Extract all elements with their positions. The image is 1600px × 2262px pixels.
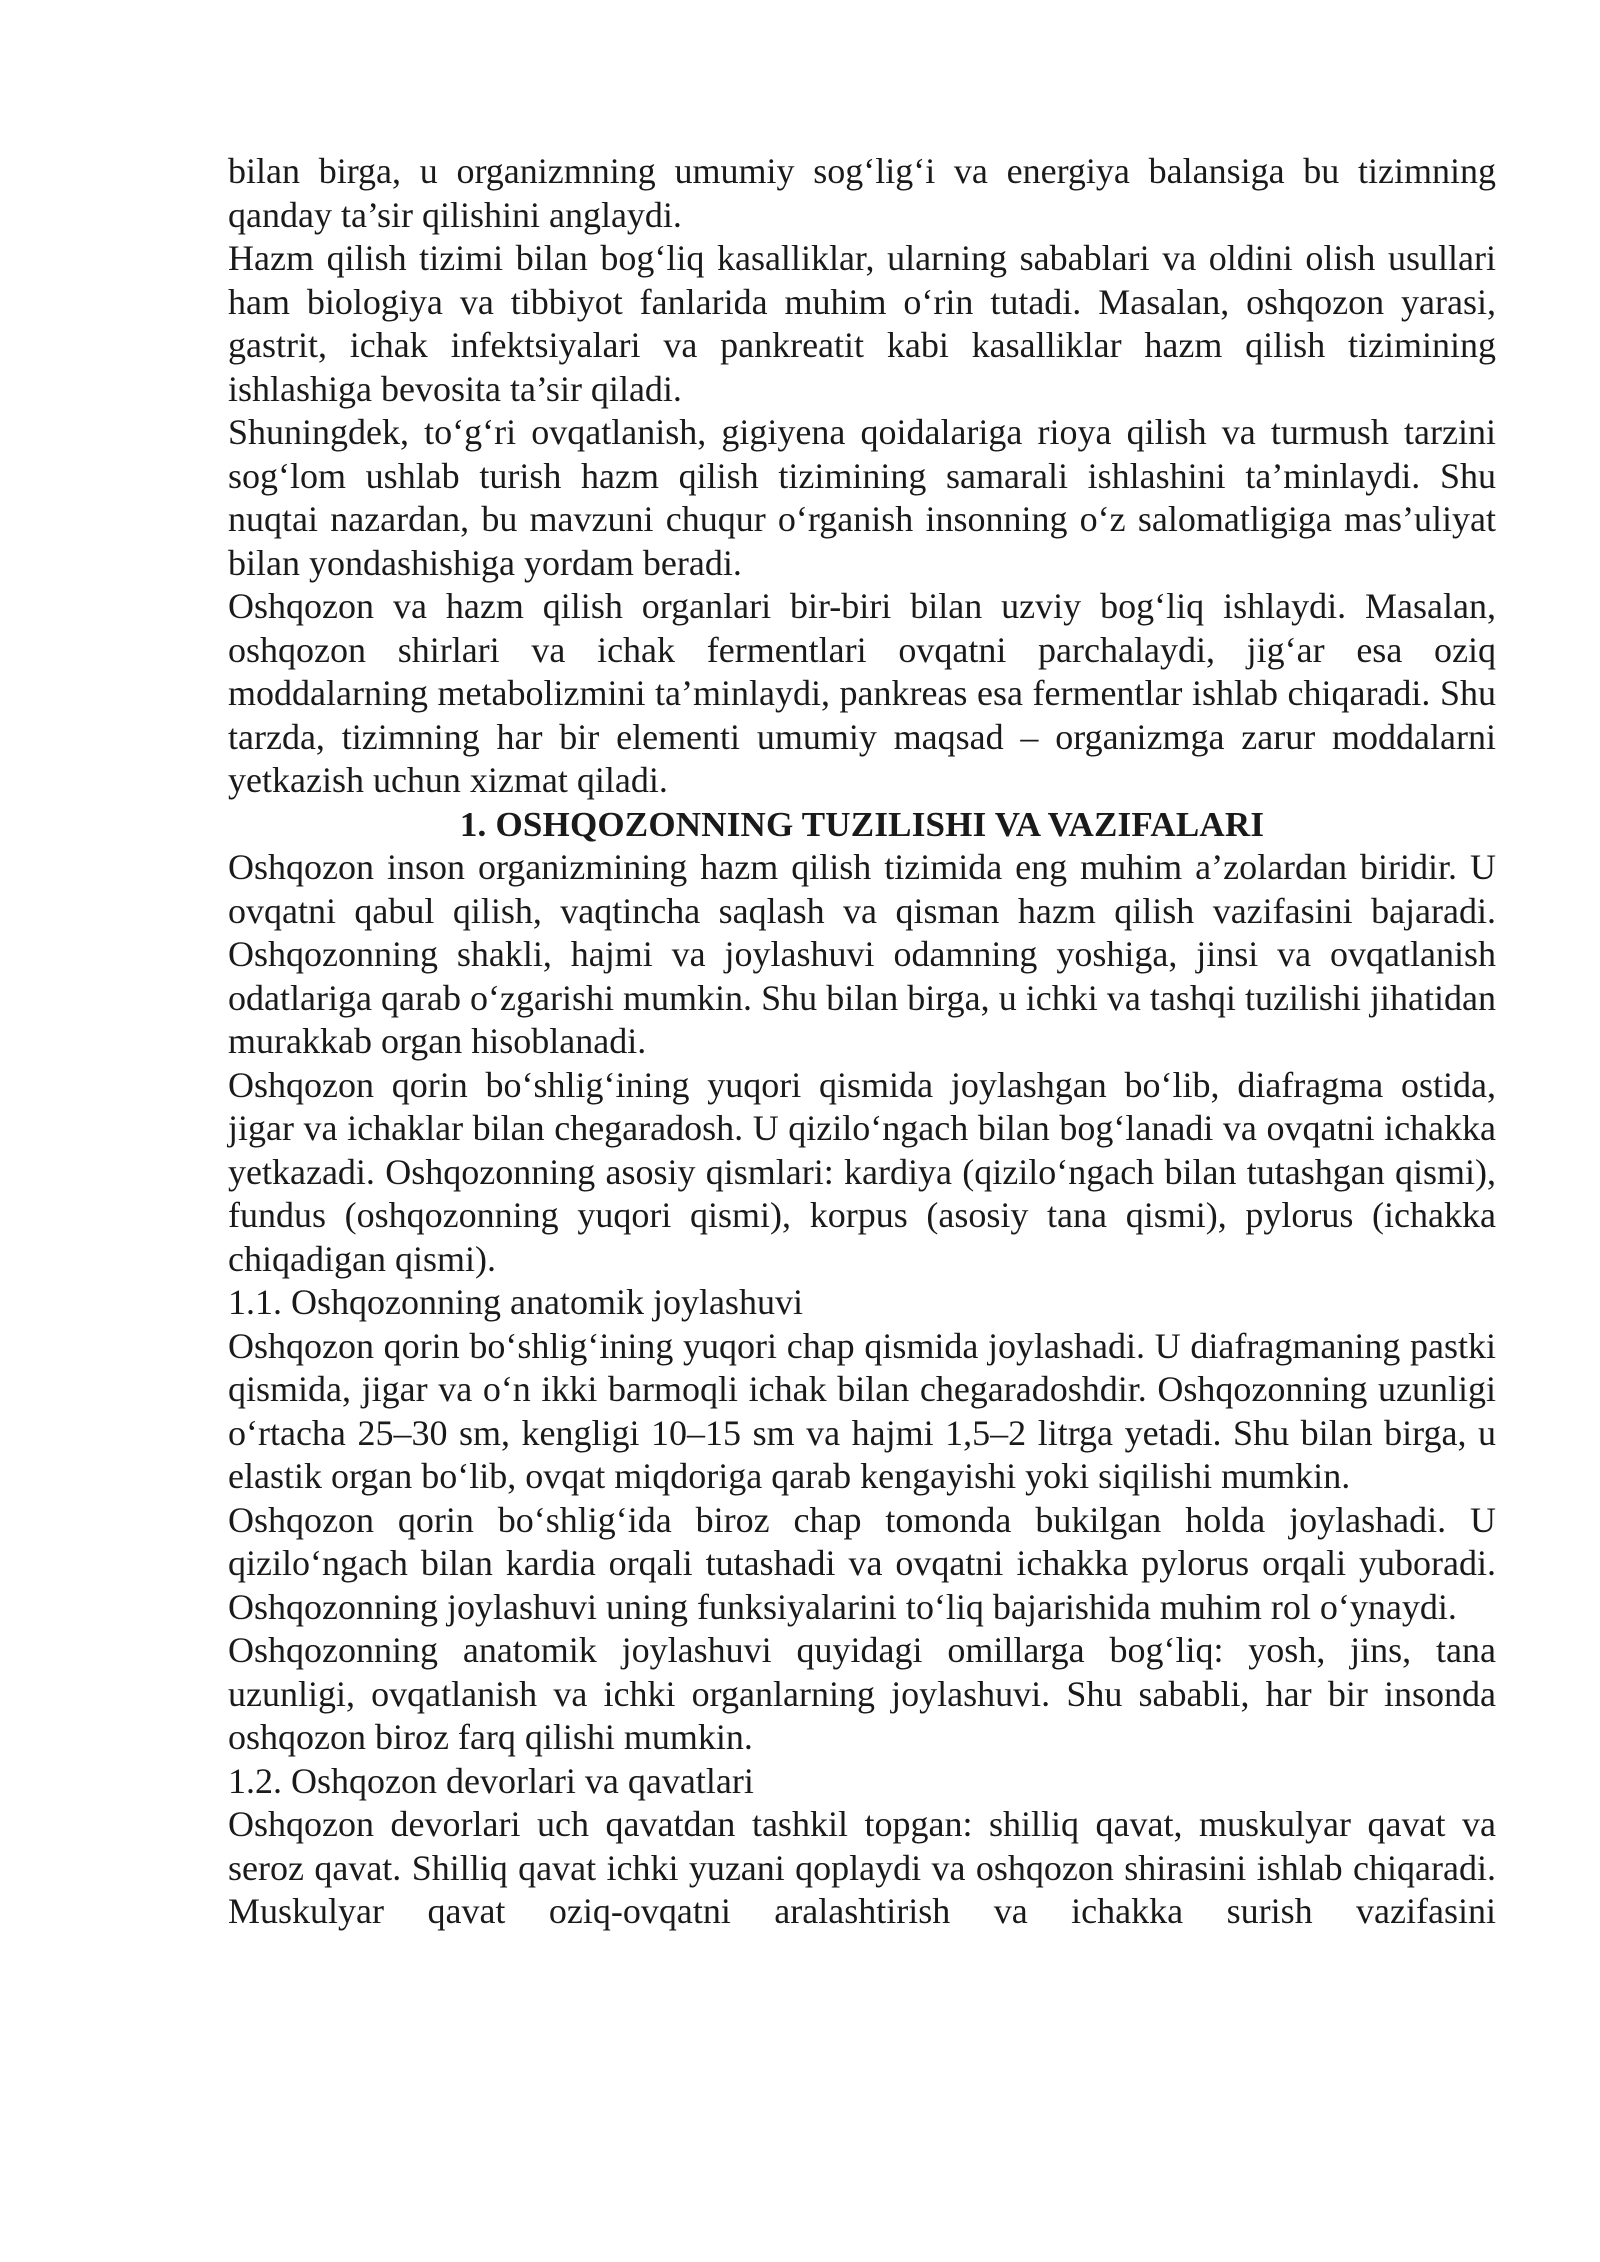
paragraph: Oshqozon inson organizmining hazm qilish tizimida eng muhim a’zolardan biridir. U ovqatni qabul qilish, vaqtincha saqlash va qisman hazm qilish vazifasini bajaradi. Oshqozonning shakli, hajmi va joylashuvi odamning yoshiga, jinsi va ovqatlanish odatlariga qarab o‘zgarishi mumkin. Shu bilan birga, u ichki va tashqi tuzilishi jihatidan murakkab organ hisoblanadi. [228,847,1496,1061]
document-page [228,150,1496,1934]
paragraph: Oshqozonning anatomik joylashuvi quyidagi omillarga bog‘liq: yosh, jins, tana uzunligi, ovqatlanish va ichki organlarning joylashuvi. Shu sababli, har bir insonda oshqozon biroz farq qilishi mumkin. [228,1630,1496,1757]
subsection-heading: 1.2. Oshqozon devorlari va qavatlari [228,1760,754,1801]
paragraph: bilan birga, u organizmning umumiy sog‘lig‘i va energiya balansiga bu tizimning qanday ta’sir qilishini anglaydi. [228,151,1496,235]
paragraph: Oshqozon qorin bo‘shlig‘ining yuqori qismida joylashgan bo‘lib, diafragma ostida, jigar va ichaklar bilan chegaradosh. U qizilo‘ngach bilan bog‘lanadi va ovqatni ichakka yetkazadi. Oshqozonning asosiy qismlari: kardiya (qizilo‘ngach bilan tutashgan qismi), fundus (oshqozonning yuqori qismi), korpus (asosiy tana qismi), pylorus (ichakka chiqadigan qismi). [228,1064,1496,1279]
paragraph: Oshqozon va hazm qilish organlari bir-biri bilan uzviy bog‘liq ishlaydi. Masalan, oshqozon shirlari va ichak fermentlari ovqatni parchalaydi, jig‘ar esa oziq moddalarning metabolizmini ta’minlaydi, pankreas esa fermentlar ishlab chiqaradi. Shu tarzda, tizimning har bir elementi umumiy maqsad – organizmga zarur moddalarni yetkazish uchun xizmat qiladi. [228,586,1496,800]
paragraph: Oshqozon qorin bo‘shlig‘ining yuqori chap qismida joylashadi. U diafragmaning pastki qismida, jigar va o‘n ikki barmoqli ichak bilan chegaradoshdir. Oshqozonning uzunligi o‘rtacha 25–30 sm, kengligi 10–15 sm va hajmi 1,5–2 litrga yetadi. Shu bilan birga, u elastik organ bo‘lib, ovqat miqdoriga qarab kengayishi yoki siqilishi mumkin. [228,1325,1496,1496]
paragraph: Shuningdek, to‘g‘ri ovqatlanish, gigiyena qoidalariga rioya qilish va turmush tarzini sog‘lom ushlab turish hazm qilish tizimining samarali ishlashini ta’minlaydi. Shu nuqtai nazardan, bu mavzuni chuqur o‘rganish insonning o‘z salomatligiga mas’uliyat bilan yondashishiga yordam beradi. [228,412,1496,583]
subsection-heading: 1.1. Oshqozonning anatomik joylashuvi [228,1282,803,1322]
paragraph: Oshqozon devorlari uch qavatdan tashkil topgan: shilliq qavat, muskulyar qavat va seroz qavat. Shilliq qavat ichki yuzani qoplaydi va oshqozon shirasini ishlab chiqaradi. Muskulyar qavat oziq-ovqatni aralashtirish va ichakka surish vazifasini [228,1804,1496,1931]
section-heading: 1. OSHQOZONNING TUZILISHI VA VAZIFALARI [459,804,1265,844]
paragraph: Hazm qilish tizimi bilan bog‘liq kasalliklar, ularning sabablari va oldini olish usullari ham biologiya va tibbiyot fanlarida muhim o‘rin tutadi. Masalan, oshqozon yarasi, gastrit, ichak infektsiyalari va pankreatit kabi kasalliklar hazm qilish tizimining ishlashiga bevosita ta’sir qiladi. [228,238,1496,409]
paragraph: Oshqozon qorin bo‘shlig‘ida biroz chap tomonda bukilgan holda joylashadi. U qizilo‘ngach bilan kardia orqali tutashadi va ovqatni ichakka pylorus orqali yuboradi. Oshqozonning joylashuvi uning funksiyalarini to‘liq bajarishida muhim rol o‘ynaydi. [228,1499,1496,1627]
